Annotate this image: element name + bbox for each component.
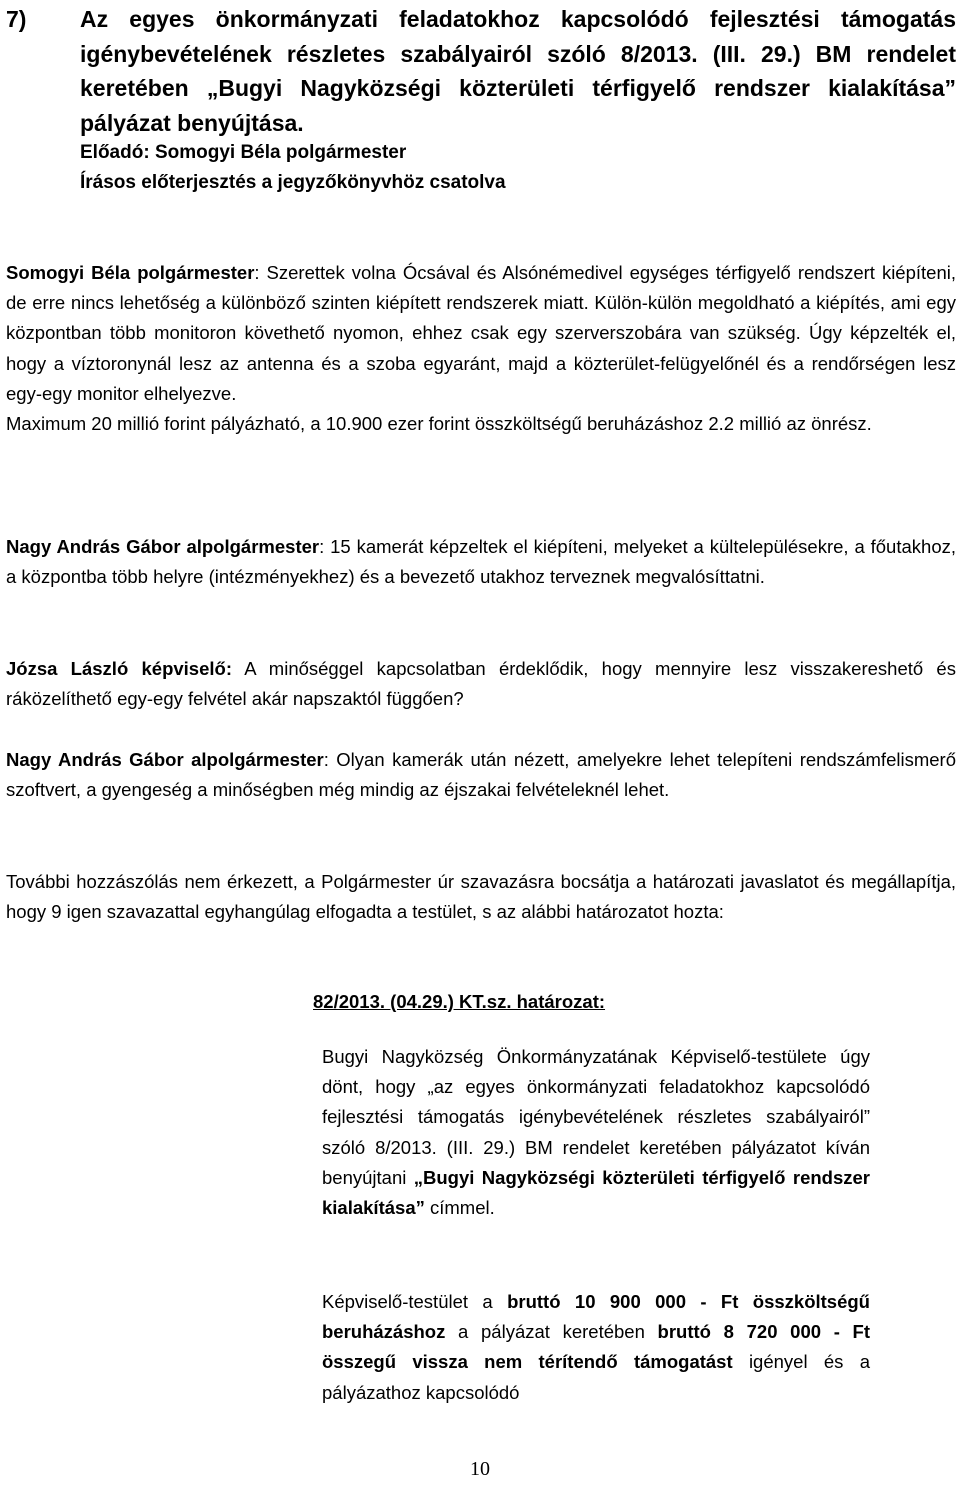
paragraph-vote xyxy=(6,867,956,927)
speaker-name: Somogyi Béla polgármester xyxy=(6,262,255,283)
paragraph-deputy-mayor-2 xyxy=(6,745,956,805)
grant-amount: bruttó 8 720 000 - Ft összegű vissza nem térítendő támogatást xyxy=(322,1321,870,1373)
paragraph-deputy-mayor-1 xyxy=(6,532,956,592)
agenda-item-heading xyxy=(6,2,956,140)
presenter-line: Előadó: Somogyi Béla polgármester xyxy=(80,142,407,163)
speaker-name: Józsa László képviselő: xyxy=(6,658,232,679)
resolution-text-end: igényel és a pályázathoz kapcsolódó xyxy=(322,1351,870,1403)
total-cost: bruttó 10 900 000 - Ft összköltségű beruházáshoz xyxy=(322,1291,870,1343)
resolution-title: 82/2013. (04.29.) KT.sz. határozat: xyxy=(313,991,606,1012)
agenda-item-title: Az egyes önkormányzati feladatokhoz kapcsolódó fejlesztési támogatás igénybevételének részletes szabályairól szóló 8/2013. (III. 29.) BM rendelet keretében „Bugyi Nagyközségi közterületi térfigyelő rendszer kialakítása” pályázat benyújtása. xyxy=(80,6,956,136)
agenda-item-number: 7) xyxy=(6,6,27,32)
resolution-text: Bugyi Nagyközség Önkormányzatának Képviselő-testülete úgy dönt, hogy „az egyes önkormányzati feladatokhoz kapcsolódó fejlesztési támogatás igénybevételének részletes szabályairól” szóló 8/2013. (III. 29.) BM rendelet keretében pályázatot kíván benyújtani xyxy=(322,1046,870,1188)
resolution-paragraph-1 xyxy=(322,1042,870,1223)
speech-text: : Szerettek volna Ócsával és Alsónémedivel egységes térfigyelő rendszert kiépíteni, de erre nincs lehetőség a különböző szinten kiépített rendszerek miatt. Külön-külön megoldható a kiépítés, ami egy központban több monitoron követhető nyomon, ehhez csak egy szerverszobára van szükség. Úgy képzelték el, hogy a víztoronynál lesz az antenna és a szoba egyaránt, majd a közterület-felügyelőnél és a rendőrségen lesz egy-egy monitor elhelyezve. xyxy=(6,262,956,404)
vote-text: További hozzászólás nem érkezett, a Polgármester úr szavazásra bocsátja a határozati javaslatot és megállapítja, hogy 9 igen szavazattal egyhangúlag elfogadta a testület, s az alábbi határozatot hozta: xyxy=(6,871,956,923)
speech-text: : 15 kamerát képzeltek el kiépíteni, melyeket a kültelepülésekre, a főutakhoz, a központba több helyre (intézményekhez) és a bevezető utakhoz terveznek megvalósíttatni. xyxy=(6,536,956,588)
resolution-text: a pályázat keretében xyxy=(445,1321,658,1343)
resolution-paragraph-2 xyxy=(322,1287,870,1408)
paragraph-mayor xyxy=(6,258,956,439)
speaker-name: Nagy András Gábor alpolgármester xyxy=(6,749,324,770)
speech-text: : Olyan kamerák után nézett, amelyekre lehet telepíteni rendszámfelismerő szoftvert, a gyengeség a minőségben még mindig az éjszakai felvételeknél lehet. xyxy=(6,749,956,801)
speech-text: A minőséggel kapcsolatban érdeklődik, hogy mennyire lesz visszakereshető és ráközelíthető egy-egy felvétel akár napszaktól függően? xyxy=(6,658,956,710)
attachment-line: Írásos előterjesztés a jegyzőkönyvhöz csatolva xyxy=(80,172,506,193)
speaker-name: Nagy András Gábor alpolgármester xyxy=(6,536,320,557)
speech-text-extra: Maximum 20 millió forint pályázható, a 10.900 ezer forint összköltségű beruházáshoz 2.2 millió az önrész. xyxy=(6,413,872,435)
resolution-text-end: címmel. xyxy=(424,1197,495,1219)
resolution-project-name: „Bugyi Nagyközségi közterületi térfigyelő rendszer kialakítása” xyxy=(322,1166,870,1219)
resolution-text: Képviselő-testület a xyxy=(322,1291,508,1312)
paragraph-representative xyxy=(6,654,956,714)
page-number: 10 xyxy=(470,1458,490,1480)
